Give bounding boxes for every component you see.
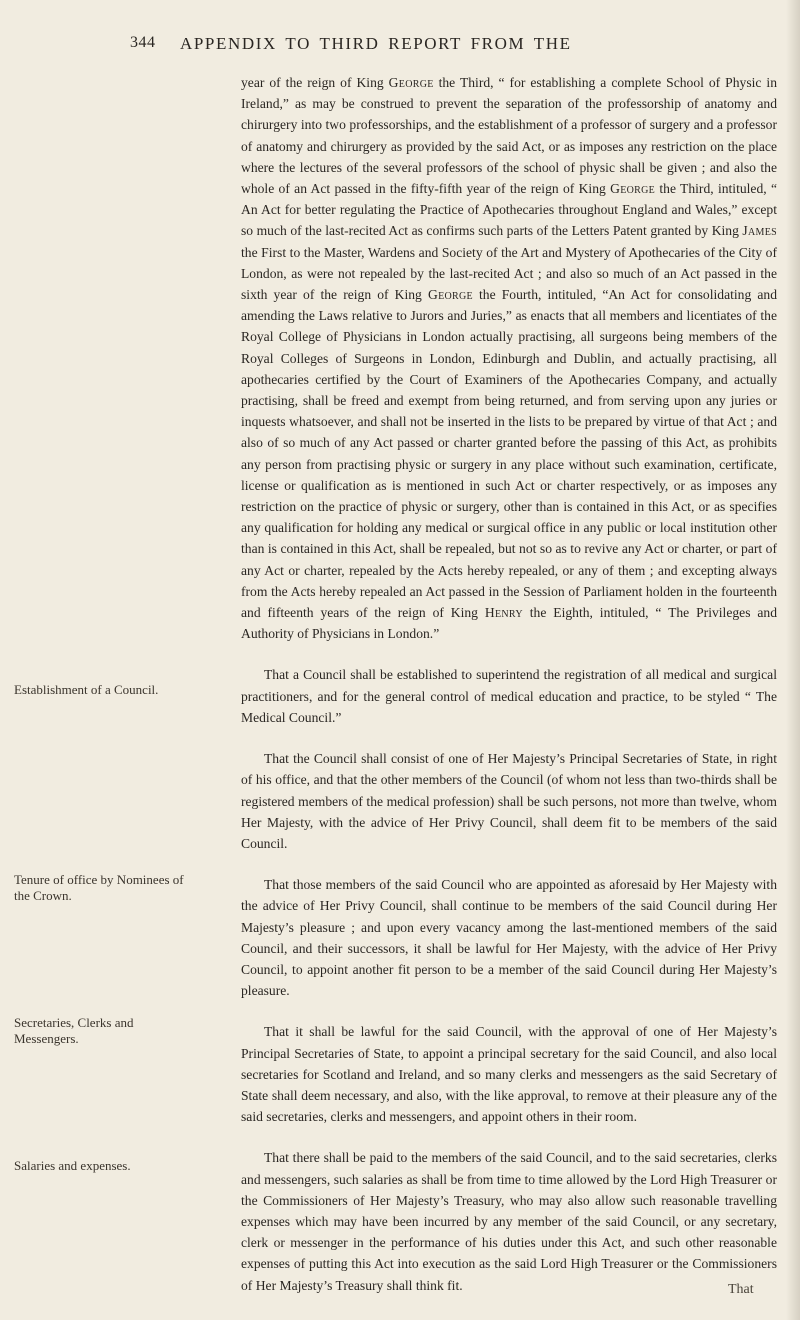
page-header bbox=[0, 34, 800, 54]
sidenote-establishment-of-council: Establishment of a Council. bbox=[14, 682, 159, 697]
page-edge-shadow bbox=[786, 0, 800, 1320]
catchword: That bbox=[728, 1282, 754, 1297]
sidenote-tenure-of-office: Tenure of office by Nominees of the Crown. bbox=[14, 872, 184, 903]
king-name: George bbox=[610, 181, 656, 197]
continuation-paragraph: year of the reign of King George the Third, “ for establishing a complete School of Physic in Ireland,” as may be construed to prevent the separation of the professorship of anatomy and chirurgery into two professorships, and the establishment of a professor of surgery and a professor of anatomy and chirurgery as provided by the said Act, or as imposes any restriction on the place where the lectures of the several professors of the school of physic shall be given ; and also the whole of an Act passed in the fifty-fifth year of the reign of King George the Third, intituled, “ An Act for better regulating the Practice of Apothecaries throughout England and Wales,” except so much of the last-recited Act as confirms such parts of the Letters Patent granted by King James the First to the Master, Wardens and Society of the Art and Mystery of Apothecaries of the City of London, as were not repealed by the last-recited Act ; and also so much of an Act passed in the sixth year of the reign of King George the Fourth, intituled, “An Act for consolidating and amending the Laws relative to Jurors and Juries,” as enacts that all members and licentiates of the Royal College of Physicians in London actually practising, all surgeons being members of the Royal Colleges of Surgeons in London, Edinburgh and Dublin, and actually practising, all apothecaries certified by the Court of Examiners of the Apothecaries Company, and actually practising, shall be freed and exempt from being returned, and from serving upon any juries or inquests whatsoever, and shall not be inserted in the lists to be prepared by virtue of that Act ; and also of so much of any Act passed or charter granted before the passing of this Act, as prohibits any person from practising physic or surgery in any place without such examination, certificate, license or qualification as is mentioned in such Act or charter respectively, or as imposes any restriction on the practice of physic or surgery, other than is contained in this Act, or as specifies any qualification for holding any medical or surgical office in any public or local institution other than is contained in this Act, shall be repealed, but not so as to revive any Act or charter, or part of any Act or charter, repealed by the Acts hereby repealed, or any of them ; and excepting always from the Acts hereby repealed an Act passed in the Session of Parliament holden in the fourteenth and fifteenth years of the reign of King Henry the Eighth, intituled, “ The Privileges and Authority of Physicians in London.” bbox=[241, 75, 777, 642]
paragraph-tenure-of-office: That those members of the said Council who are appointed as aforesaid by Her Majesty with the advice of Her Privy Council, shall continue to be members of the said Council during Her Majesty’s pleasure ; and upon every vacancy among the last-mentioned members of the said Council, and their successors, it shall be lawful for Her Majesty, with the advice of Her Privy Council, to appoint another fit person to be a member of the said Council during Her Majesty’s pleasure. bbox=[241, 877, 777, 999]
paragraph-council-composition: That the Council shall consist of one of Her Majesty’s Principal Secretaries of State, in right of his office, and that the other members of the Council (of whom not less than two-thirds shall be registered members of the medical profession) shall be such persons, not more than twelve, whom Her Majesty, with the advice of Her Privy Council, shall deem fit to be members of the said Council. bbox=[241, 751, 777, 851]
king-name: George bbox=[427, 287, 473, 303]
paragraph-salaries-expenses: That there shall be paid to the members of the said Council, and to the said secretaries, clerks and messengers, such salaries as shall be from time to time allowed by the Lord High Treasurer or the Commissioners of Her Majesty’s Treasury, who may also allow such reasonable travelling expenses which may have been incurred by any member of the said Council, or any secretary, clerk or messenger in the performance of his duties under this Act, and such other reasonable expenses of putting this Act into execution as the said Lord High Treasurer or the Commissioners of Her Majesty’s Treasury shall think fit. bbox=[241, 1150, 777, 1293]
sidenote-secretaries-clerks: Secretaries, Clerks and Messengers. bbox=[14, 1015, 134, 1046]
sidenote-salaries-expenses: Salaries and expenses. bbox=[14, 1158, 131, 1173]
paragraph-establishment-of-council: That a Council shall be established to superintend the registration of all medical and surgical practitioners, and for the general control of medical education and practice, to be styled “ The Medical Council.” bbox=[241, 667, 777, 725]
king-name: Henry bbox=[484, 605, 523, 621]
page-number: 344 bbox=[130, 34, 156, 51]
paragraph-secretaries-clerks: That it shall be lawful for the said Council, with the approval of one of Her Majesty’s Principal Secretaries of State, to appoint a principal secretary for the said Council, and also local secretaries for Scotland and Ireland, and so many clerks and messengers as the said Secretary of State shall deem necessary, and also, with the like approval, to remove at their pleasure any of the said secretaries, clerks and messengers, and appoint others in their room. bbox=[241, 1024, 777, 1125]
main-text-column bbox=[241, 72, 777, 1296]
king-name: James bbox=[742, 223, 777, 239]
running-head: APPENDIX TO THIRD REPORT FROM THE bbox=[180, 34, 572, 53]
king-name: George bbox=[388, 75, 434, 90]
